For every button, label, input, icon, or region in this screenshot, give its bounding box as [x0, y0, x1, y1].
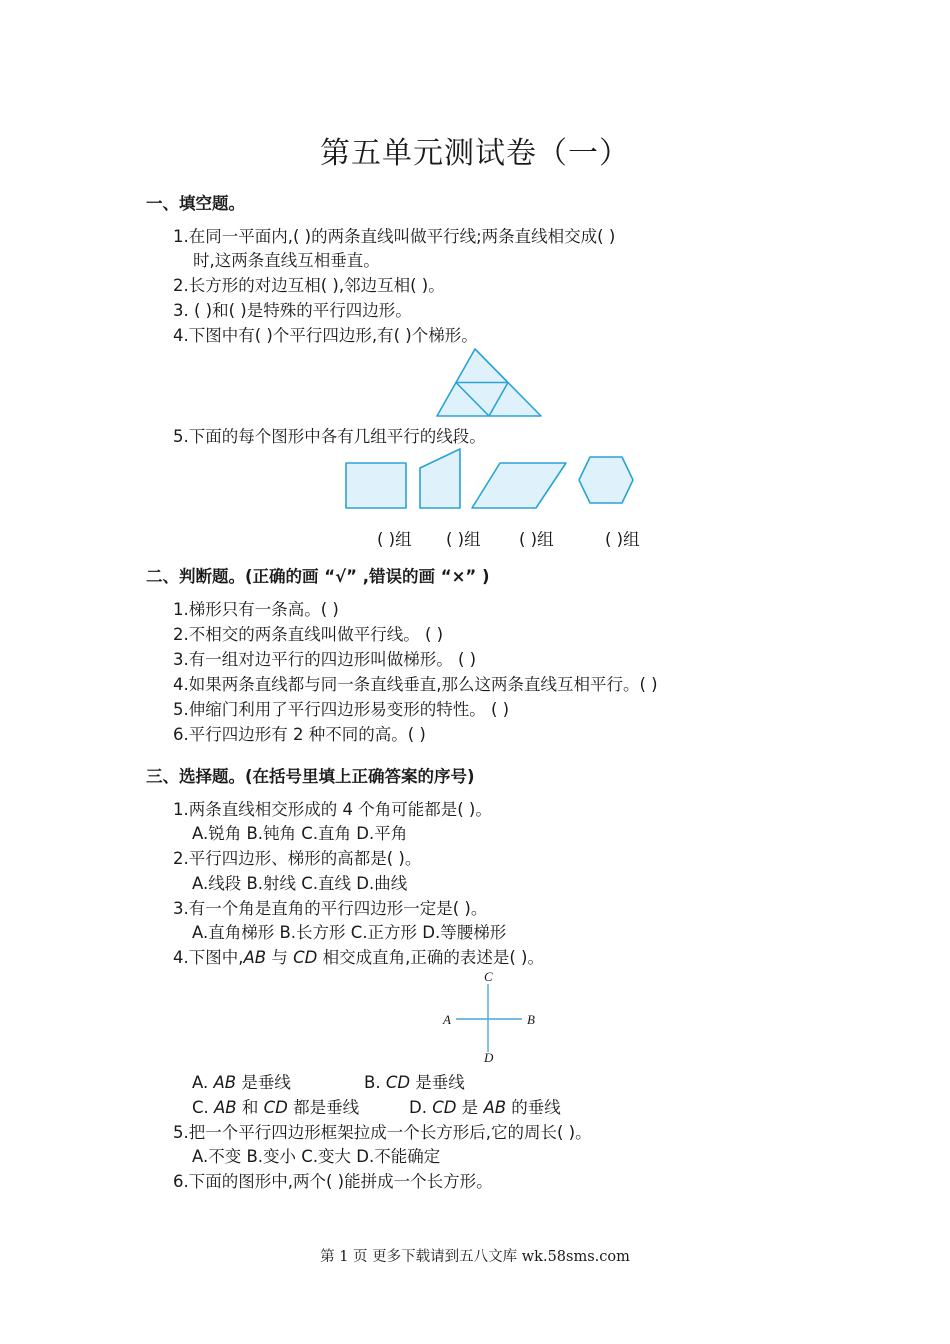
fill-q3: 3. ( )和( )是特殊的平行四边形。 [173, 301, 412, 320]
choice-q1: 1.两条直线相交形成的 4 个角可能都是( )。 [173, 800, 492, 819]
tf-item: 6.平行四边形有 2 种不同的高。( ) [173, 725, 426, 744]
choice-q3-options: A.直角梯形 B.长方形 C.正方形 D.等腰梯形 [192, 923, 507, 942]
tf-item: 1.梯形只有一条高。( ) [173, 600, 339, 619]
page-title: 第五单元测试卷（一） [320, 136, 630, 171]
choice-q5: 5.把一个平行四边形框架拉成一个长方形后,它的周长( )。 [173, 1123, 592, 1142]
tf-item: 4.如果两条直线都与同一条直线垂直,那么这两条直线互相平行。( ) [173, 675, 658, 694]
choice-q4-option-b: B. CD 是垂线 [364, 1073, 465, 1092]
fill-q2: 2.长方形的对边互相( ),邻边互相( )。 [173, 276, 445, 295]
choice-q1-options: A.锐角 B.钝角 C.直角 D.平角 [192, 824, 408, 843]
hexagon-shape [579, 457, 633, 503]
tf-item: 5.伸缩门利用了平行四边形易变形的特性。 ( ) [173, 700, 510, 719]
perpendicular-lines-figure [440, 968, 540, 1068]
fill-q1-line2: 时,这两条直线互相垂直。 [193, 251, 380, 270]
choice-q4-option-d: D. CD 是 AB 的垂线 [409, 1098, 561, 1117]
choice-q5-options: A.不变 B.变小 C.变大 D.不能确定 [192, 1147, 441, 1166]
label-c: C [484, 969, 493, 984]
choice-q2: 2.平行四边形、梯形的高都是( )。 [173, 849, 422, 868]
shape-answer-4: ( )组 [605, 530, 640, 549]
shape-answer-2: ( )组 [446, 530, 481, 549]
triangle-figure [433, 347, 545, 419]
choice-q2-options: A.线段 B.射线 C.直线 D.曲线 [192, 874, 408, 893]
trapezoid-shape [420, 449, 460, 508]
choice-q6: 6.下面的图形中,两个( )能拼成一个长方形。 [173, 1172, 493, 1191]
section-true-false-heading: 二、判断题。(正确的画 “√” ,错误的画 “×” ) [146, 567, 490, 586]
shape-answer-1: ( )组 [377, 530, 412, 549]
shape-answer-3: ( )组 [519, 530, 554, 549]
fill-q4: 4.下图中有( )个平行四边形,有( )个梯形。 [173, 326, 478, 345]
parallelogram-shape [472, 463, 566, 508]
fill-q5: 5.下面的每个图形中各有几组平行的线段。 [173, 427, 486, 446]
section-fill-blank-heading: 一、填空题。 [146, 194, 245, 213]
choice-q4-option-c: C. AB 和 CD 都是垂线 [192, 1098, 360, 1117]
label-a: A [443, 1012, 451, 1027]
tf-item: 3.有一组对边平行的四边形叫做梯形。 ( ) [173, 650, 477, 669]
fill-q1-line1: 1.在同一平面内,( )的两条直线叫做平行线;两条直线相交成( ) [173, 227, 616, 246]
choice-q4: 4.下图中,AB 与 CD 相交成直角,正确的表述是( )。 [173, 948, 544, 967]
tf-item: 2.不相交的两条直线叫做平行线。 ( ) [173, 625, 444, 644]
shapes-row-figure [340, 448, 640, 514]
choice-q3: 3.有一个角是直角的平行四边形一定是( )。 [173, 899, 488, 918]
page-footer: 第 1 页 更多下载请到五八文库 wk.58sms.com [320, 1249, 630, 1265]
label-d: D [484, 1050, 494, 1065]
rectangle-shape [346, 463, 406, 508]
choice-q4-option-a: A. AB 是垂线 [192, 1073, 291, 1092]
section-choice-heading: 三、选择题。(在括号里填上正确答案的序号) [146, 767, 475, 786]
label-b: B [527, 1012, 535, 1027]
